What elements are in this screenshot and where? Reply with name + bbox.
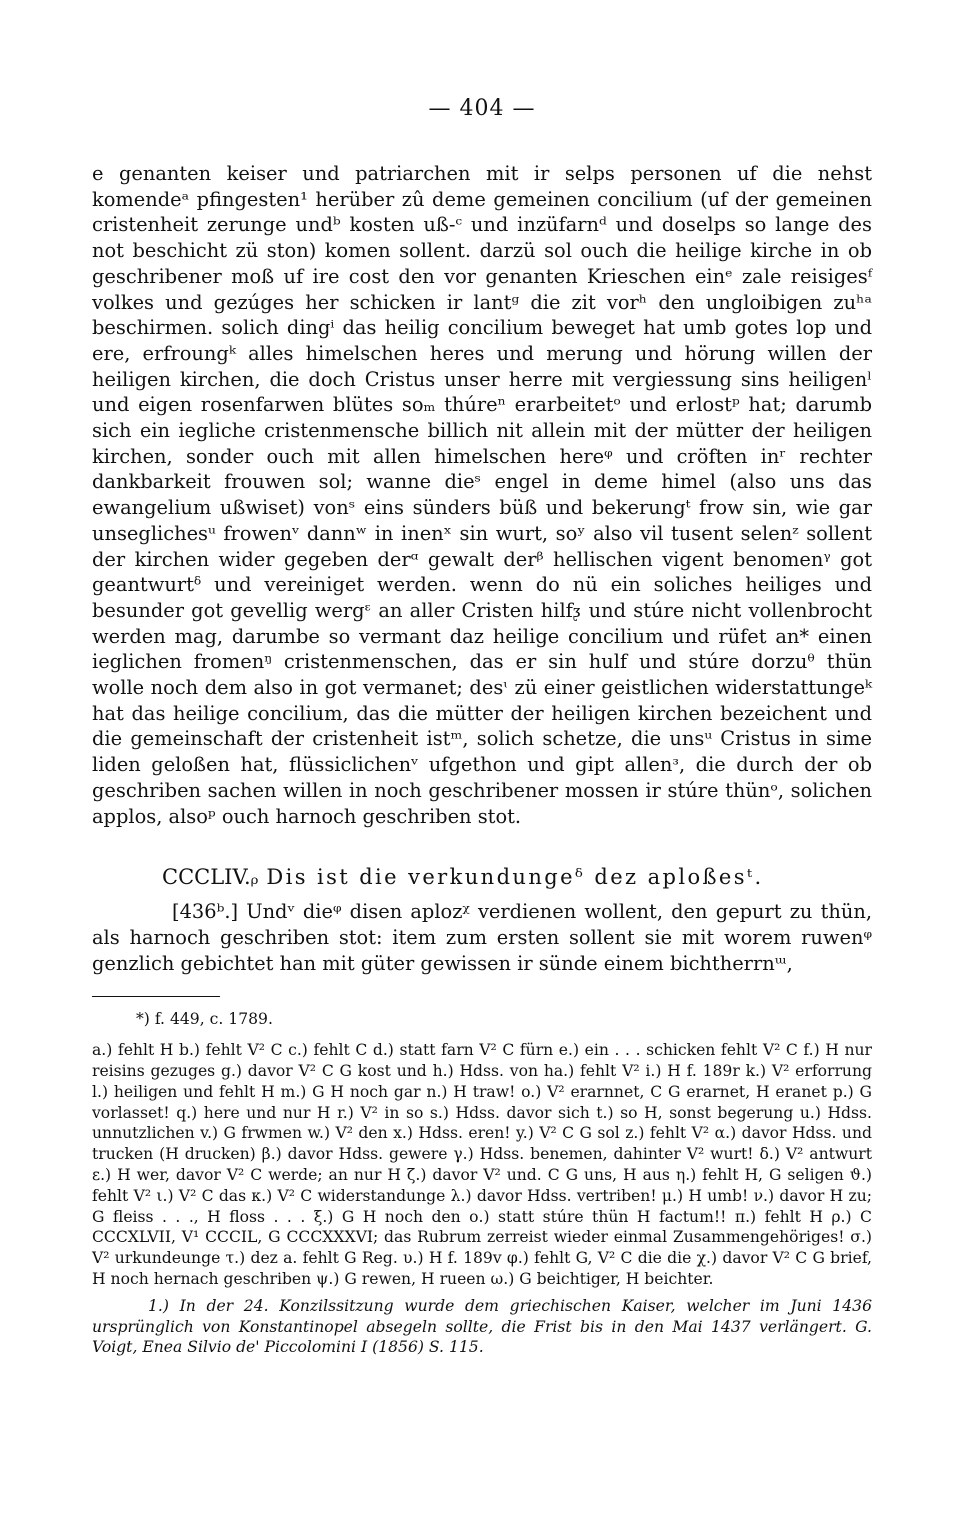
footnote-one: 1.) In der 24. Konzilssitzung wurde dem griechischen Kaiser, welcher im Juni 1436 ursprünglich von Konstantinopel absegeln sollte, die Frist bis in den Mai 1437 verlängert. G. Voigt, Enea Silvio de' Piccolomini I (1856) S. 115. (92, 1296, 872, 1357)
footnote-variants: a.) fehlt H b.) fehlt V² C c.) fehlt C d.) statt farn V² C fürn e.) ein . . . schicken fehlt V² C f.) H nur reisins gezuges g.) davor V² C G kost und h.) Hdss. von ha.) fehlt V² i.) H f. 189r k.) V² erforrung l.) heiligen und fehlt H m.) G H noch gar n.) H traw! o.) V² erarnnet, C G erarnet, H eranet p.) G vorlasset! q.) here und nur H r.) V² in so s.) Hdss. davor sich t.) so H, sonst begerung u.) Hdss. unnutzlichen v.) G frwmen w.) V² den x.) Hdss. eren! y.) V² C G sol z.) fehlt V² α.) davor Hdss. und trucken (H drucken) β.) davor Hdss. gewere γ.) Hdss. benemen, dahinter V² wurt! δ.) V² antwurt ε.) H wer, davor V² C werde; an nur H ζ.) davor V² und. C G uns, H aus η.) fehlt H, G seligen ϑ.) fehlt V² ι.) V² C das κ.) V² C widerstandunge λ.) davor Hdss. vertriben! μ.) H umb! ν.) davor H zu; G fleiss . . ., H floss . . . ξ.) G H noch den ο.) statt stúre thün H factum!! π.) fehlt H ρ.) C CCCXLVII, V¹ CCCIL, G CCCXXXVI; das Rubrum zerreist wieder einmal Zusammengehöriges! σ.) V² urkundeunge τ.) dez a. fehlt G Reg. υ.) H f. 189v φ.) fehlt G, V² C die die χ.) davor V² C G brief, H noch hernach geschriben ψ.) G rewen, H rueen ω.) G beichtiger, H beichter. (92, 1041, 872, 1288)
footnote-divider (92, 996, 220, 997)
section-title: Dis ist die verkundungeᵟ dez aploßesᵗ. (266, 865, 764, 890)
page-number: — 404 — (428, 96, 536, 121)
footnotes (92, 1009, 872, 1358)
footnote-star: *) f. 449, c. 1789. (136, 1010, 273, 1029)
body-paragraph: e genanten keiser und patriarchen mit ir selps personen uf die nehst komendeᵃ pfingesten¹ herüber zû deme gemeinen concilium (uf der gemeinen cristenheit zerunge undᵇ kosten uß-ᶜ und inzüfarnᵈ und doselps so lange des not beschicht zü ston) komen sollent. darzü sol ouch die heilige kirche in ob geschribener moß uf ire cost den vor genanten Krieschen einᵉ zale reisigesᶠ volkes und gezúges her schicken ir lantᵍ die zit vorʰ den ungloibigen zuʰᵃ beschirmen. solich dingⁱ das heilig concilium beweget hat umb gotes lop und ere, erfroungᵏ alles himelschen heres und merung und hörung willen der heiligen kirchen, die doch Cristus unser herre mit vergiessung sins heiligenˡ und eigen rosenfarwen blütes soₘ thúreⁿ erarbeitetᵒ und erlostᵖ hat; darumb sich ein iegliche cristenmensche billich nit allein mit der mütter der heiligen kirchen, sonder ouch mit allen himelschen hereᵠ und cröften inʳ rechter dankbarkeit frouwen sol; wanne dieˢ engel in deme himel (also uns das ewangelium ußwiset) vonˢ eins sünders büß und bekerungᵗ frow sin, wie gar unseglichesᵘ frowenᵛ dannʷ in inenˣ sin wurt, soʸ also vil tusent selenᶻ sollent der kirchen wider gegeben derᵅ gewalt derᵝ hellischen vigent benomenᵞ got geantwurtᵟ und vereiniget werden. wenn do nü ein soliches heiliges und besunder got gevellig wergᵋ an aller Cristen hilfᶚ und stúre nicht vollenbrocht werden mag, darumbe so vermant daz heilige concilium und rüfet an* einen ieglichen fromenᵑ cristenmenschen, das er sin hulf und stúre dorzuᶿ thün wolle noch dem also in got vermanet; desᶥ zü einer geistlichen widerstattungeᵏ hat das heilige concilium, das die mütter der heiligen kirchen bezeichent und die gemeinschaft der cristenheit istᵐ, solich schetze, die unsᵘ Cristus in sime liden geloßen hat, flüssiclichenᵛ ufgethon und gipt allenᶟ, die durch der ob geschriben sachen willen in noch geschribener mossen ir stúre thünᵒ, solichen applos, alsoᵖ ouch harnoch geschriben stot. (92, 162, 872, 828)
section-text: [436ᵇ.] Undᵛ dieᵠ disen aplozᵡ verdienen wollent, den gepurt zu thün, als harnoch geschriben stot: item zum ersten sollent sie mit worem ruwenᵠ genzlich gebichtet han mit güter gewissen ir sünde einem bichtherrnᵚ, (92, 900, 872, 975)
section-number: CCCLIV.ᵨ (162, 865, 259, 890)
section-heading (162, 865, 872, 889)
document-page (92, 96, 872, 1358)
